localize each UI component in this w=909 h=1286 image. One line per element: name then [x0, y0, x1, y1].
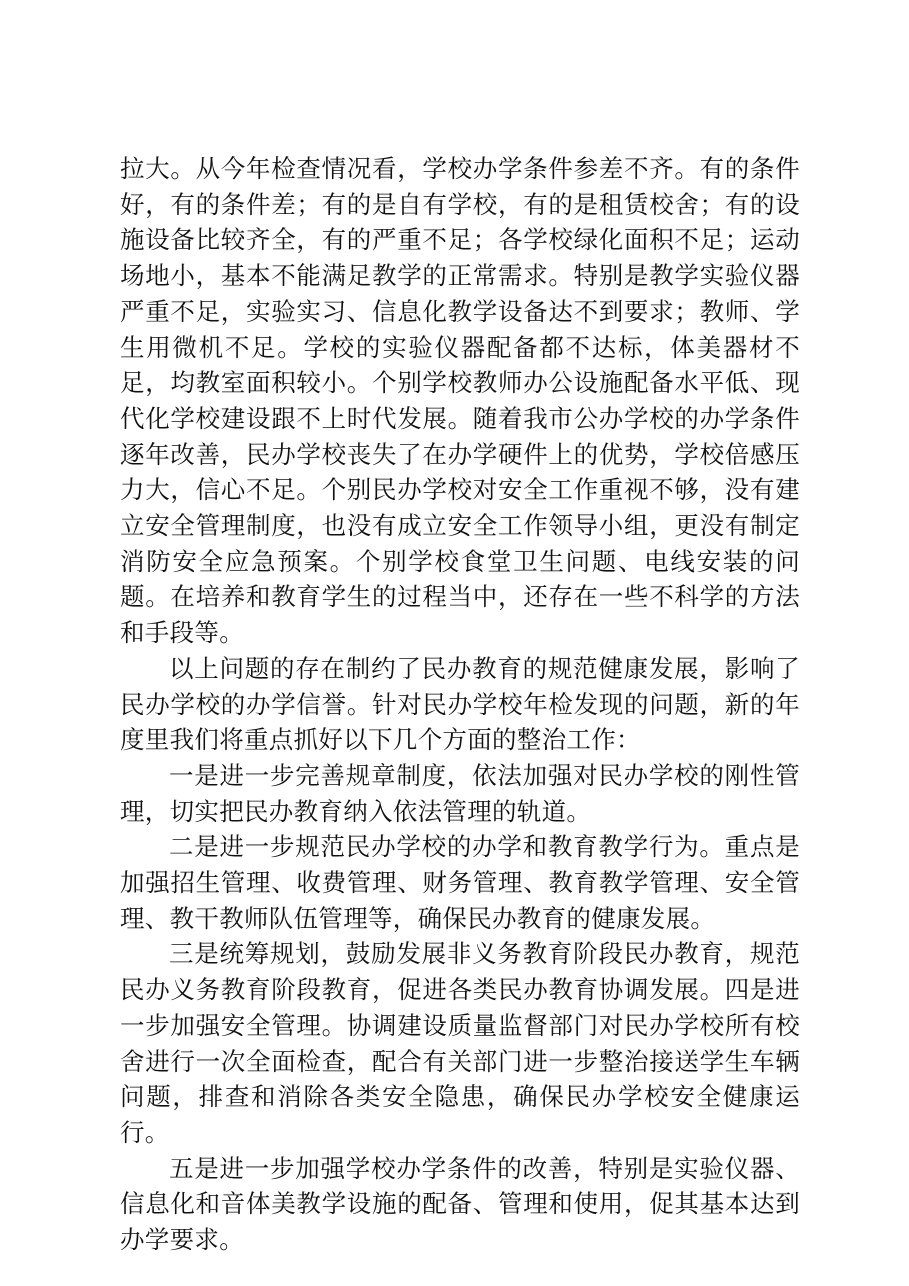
paragraph-measure-one: 一是进一步完善规章制度，依法加强对民办学校的刚性管理，切实把民办教育纳入依法管理的轨道。: [120, 760, 800, 826]
paragraph-measure-five: 五是进一步加强学校办学条件的改善，特别是实验仪器、信息化和音体美教学设施的配备、管理和使用，促其基本达到办学要求。: [120, 1153, 800, 1255]
paragraph-problems-summary: 以上问题的存在制约了民办教育的规范健康发展，影响了民办学校的办学信誉。针对民办学校年检发现的问题，新的年度里我们将重点抓好以下几个方面的整治工作：: [120, 653, 800, 755]
paragraph-continuation: 拉大。从今年检查情况看，学校办学条件参差不齐。有的条件好，有的条件差；有的是自有学校，有的是租赁校舍；有的设施设备比较齐全，有的严重不足；各学校绿化面积不足；运动场地小，基本不能满足教学的正常需求。特别是教学实验仪器严重不足，实验实习、信息化教学设备达不到要求；教师、学生用微机不足。学校的实验仪器配备都不达标，体美器材不足，均教室面积较小。个别学校教师办公设施配备水平低、现代化学校建设跟不上时代发展。随着我市公办学校的办学条件逐年改善，民办学校丧失了在办学硬件上的优势，学校倍感压力大，信心不足。个别民办学校对安全工作重视不够，没有建立安全管理制度，也没有成立安全工作领导小组，更没有制定消防安全应急预案。个别学校食堂卫生问题、电线安装的问题。在培养和教育学生的过程当中，还存在一些不科学的方法和手段等。: [120, 154, 800, 648]
paragraph-measure-three-four: 三是统筹规划，鼓励发展非义务教育阶段民办教育，规范民办义务教育阶段教育，促进各类民办教育协调发展。四是进一步加强安全管理。协调建设质量监督部门对民办学校所有校舍进行一次全面检查，配合有关部门进一步整治接送学生车辆问题，排查和消除各类安全隐患，确保民办学校安全健康运行。: [120, 939, 800, 1147]
paragraph-measure-two: 二是进一步规范民办学校的办学和教育教学行为。重点是加强招生管理、收费管理、财务管理、教育教学管理、安全管理、教干教师队伍管理等，确保民办教育的健康发展。: [120, 832, 800, 933]
document-body: [120, 151, 800, 1258]
